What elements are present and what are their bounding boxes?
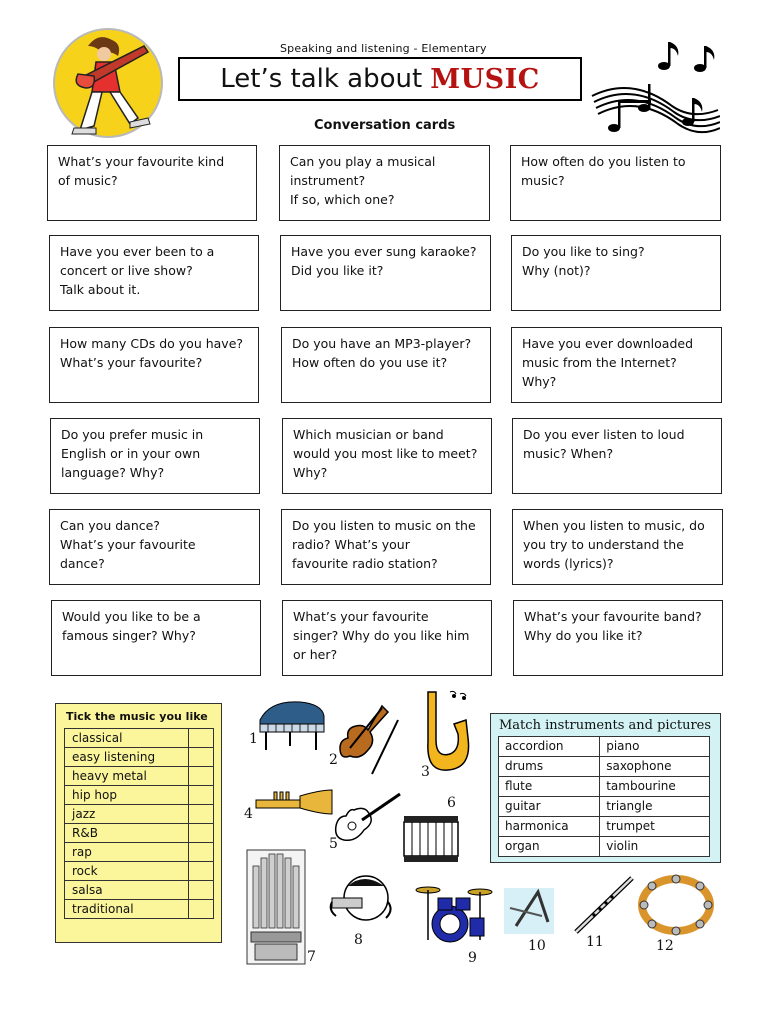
instrument-name: drums [499,757,600,777]
instrument-name: saxophone [600,757,710,777]
conversation-card: What’s your favourite kind of music? [47,145,257,221]
title-accent: MUSIC [430,63,540,95]
music-genre: R&B [65,824,189,843]
music-genre: easy listening [65,748,189,767]
music-genre: salsa [65,881,189,900]
table-row [499,817,710,837]
triangle-icon [502,886,556,936]
conversation-cards-heading: Conversation cards [314,118,456,133]
table-row [499,737,710,757]
conversation-card: Do you listen to music on the radio? What’s your favourite radio station? [281,509,491,585]
instrument-name: guitar [499,797,600,817]
match-instruments-box [490,713,721,863]
picture-number: 8 [354,932,363,948]
table-row [499,797,710,817]
match-instruments-title: Match instruments and pictures [499,718,712,733]
trumpet-icon [254,788,334,818]
conversation-card: Would you like to be a famous singer? Why? [51,600,261,676]
instrument-name: accordion [499,737,600,757]
conversation-card: Have you ever downloaded music from the Internet? Why? [511,327,722,403]
accordion-icon [400,812,462,864]
instrument-name: harmonica [499,817,600,837]
music-genre: traditional [65,900,189,919]
picture-number: 5 [329,836,338,852]
tick-checkbox[interactable] [189,824,214,843]
tick-music-box [55,703,222,943]
picture-number: 12 [656,938,674,954]
music-notes-icon [590,38,720,136]
title-main: Let’s talk about [220,64,423,94]
tick-checkbox[interactable] [189,843,214,862]
tick-checkbox[interactable] [189,729,214,748]
instrument-name: organ [499,837,600,857]
tick-checkbox[interactable] [189,881,214,900]
instrument-name: piano [600,737,710,757]
table-row [65,729,214,748]
harmonica-icon [326,872,402,930]
picture-number: 10 [528,938,546,954]
table-row [65,843,214,862]
picture-number: 9 [468,950,477,966]
instrument-name: trumpet [600,817,710,837]
conversation-card: How many CDs do you have? What’s your favourite? [49,327,259,403]
flute-icon [570,874,636,936]
worksheet-title [178,57,582,101]
tick-checkbox[interactable] [189,900,214,919]
picture-number: 2 [329,752,338,768]
saxophone-icon [410,688,472,772]
worksheet-subtitle: Speaking and listening - Elementary [280,42,487,55]
conversation-card: Do you have an MP3-player? How often do you use it? [281,327,491,403]
instrument-name: flute [499,777,600,797]
music-genre: jazz [65,805,189,824]
conversation-card: Have you ever been to a concert or live show? Talk about it. [49,235,259,311]
conversation-card: When you listen to music, do you try to understand the words (lyrics)? [512,509,723,585]
table-row [65,786,214,805]
picture-number: 4 [244,806,253,822]
table-row [65,805,214,824]
rock-guitarist-icon [48,28,168,140]
picture-number: 7 [307,949,316,965]
instrument-name: triangle [600,797,710,817]
drums-icon [414,880,494,946]
tick-checkbox[interactable] [189,862,214,881]
instrument-name: tambourine [600,777,710,797]
tick-checkbox[interactable] [189,748,214,767]
picture-number: 3 [421,764,430,780]
table-row [65,881,214,900]
conversation-card: What’s your favourite band? Why do you like it? [513,600,723,676]
table-row [65,748,214,767]
tick-music-title: Tick the music you like [66,710,208,723]
table-row [499,757,710,777]
conversation-card: What’s your favourite singer? Why do you like him or her? [282,600,492,676]
table-row [65,900,214,919]
music-genre: heavy metal [65,767,189,786]
table-row [65,767,214,786]
organ-icon [245,848,307,966]
conversation-card: Can you play a musical instrument? If so, which one? [279,145,490,221]
table-row [65,824,214,843]
music-genre: rap [65,843,189,862]
table-row [499,777,710,797]
piano-icon [256,698,326,752]
music-genre: classical [65,729,189,748]
violin-icon [338,700,410,778]
conversation-card: How often do you listen to music? [510,145,721,221]
picture-number: 1 [249,731,258,747]
tick-music-table [64,728,214,919]
music-genre: rock [65,862,189,881]
conversation-card: Can you dance? What’s your favourite dance? [49,509,260,585]
instrument-name: violin [600,837,710,857]
table-row [65,862,214,881]
conversation-card: Have you ever sung karaoke? Did you like it? [280,235,491,311]
conversation-card: Do you like to sing? Why (not)? [511,235,721,311]
conversation-card: Do you ever listen to loud music? When? [512,418,722,494]
conversation-card: Do you prefer music in English or in your own language? Why? [50,418,260,494]
picture-number: 11 [586,934,604,950]
guitar-icon [334,790,406,844]
music-genre: hip hop [65,786,189,805]
table-row [499,837,710,857]
tick-checkbox[interactable] [189,786,214,805]
tick-checkbox[interactable] [189,805,214,824]
tambourine-icon [638,874,714,936]
tick-checkbox[interactable] [189,767,214,786]
conversation-card: Which musician or band would you most like to meet? Why? [282,418,492,494]
match-instruments-table [498,736,710,857]
picture-number: 6 [447,795,456,811]
